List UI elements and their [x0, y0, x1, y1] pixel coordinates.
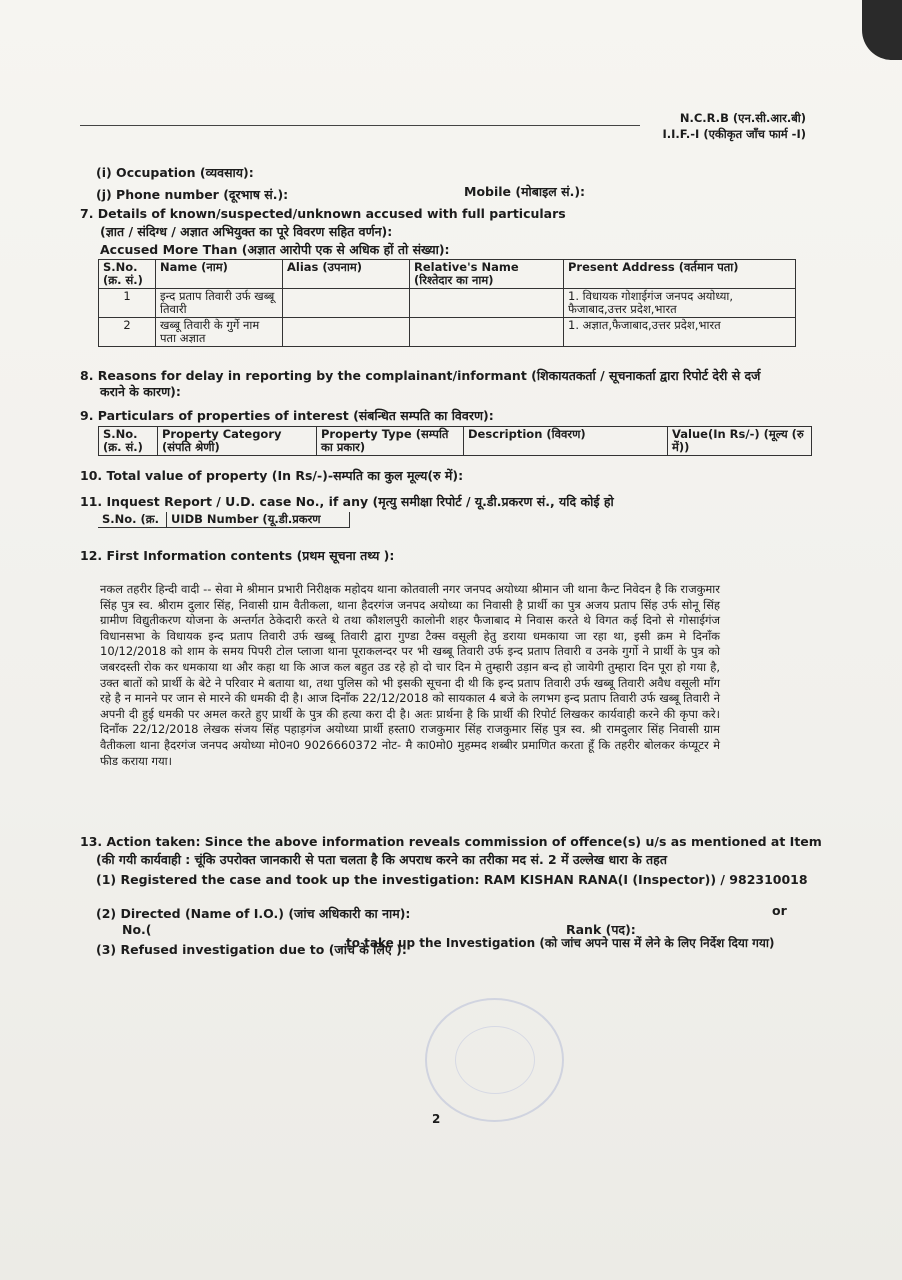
- row1-sno: 1: [99, 289, 156, 318]
- take-up-label: to take up the Investigation (को जांच अपने पास में लेने के लिए निर्देश दिया गया): [346, 936, 775, 950]
- rank-label: Rank (पद):: [566, 922, 636, 937]
- col-relative: Relative's Name (रिश्तेदार का नाम): [410, 260, 564, 289]
- action-item-3: (3) Refused investigation due to (जांच के लिए ):: [96, 942, 407, 957]
- section-11-title: 11. Inquest Report / U.D. case No., if any (मृत्यु समीक्षा रिपोर्ट / यू.डी.प्रकरण सं., यदि कोई हो: [80, 494, 614, 509]
- section-10-label: 10. Total value of property (In Rs/-)-सम्पति का कुल मूल्य(रु में):: [80, 468, 464, 483]
- table-header-row: [99, 427, 812, 456]
- table-row: [99, 289, 796, 318]
- row2-alias: [283, 318, 410, 347]
- action-item-1: (1) Registered the case and took up the investigation: RAM KISHAN RANA(I (Inspector)) / 982310018: [96, 872, 808, 887]
- ud-col-number: UIDB Number (यू.डी.प्रकरण: [167, 512, 350, 528]
- row2-relative: [410, 318, 564, 347]
- form-header: [662, 110, 806, 142]
- row1-address: 1. विधायक गोशाईगंज जनपद अयोध्या, फैजाबाद,उत्तर प्रदेश,भारत: [564, 289, 796, 318]
- section-9-title: 9. Particulars of properties of interest (संबन्धित सम्पति का विवरण):: [80, 408, 494, 423]
- inquest-table: [98, 512, 350, 528]
- section-13-line1: 13. Action taken: Since the above information reveals commission of offence(s) u/s as mentioned at Item: [80, 834, 822, 849]
- prop-col-category: Property Category (संपति श्रेणी): [158, 427, 317, 456]
- prop-col-value: Value(In Rs/-) (मूल्य (रु में)): [668, 427, 812, 456]
- phone-label: (j) Phone number (दूरभाष सं.):: [96, 187, 289, 202]
- col-alias: Alias (उपनाम): [283, 260, 410, 289]
- section-12-title: 12. First Information contents (प्रथम सूचना तथ्य ):: [80, 548, 395, 563]
- col-address: Present Address (वर्तमान पता): [564, 260, 796, 289]
- row1-alias: [283, 289, 410, 318]
- section-7-title: 7. Details of known/suspected/unknown accused with full particulars: [80, 206, 566, 221]
- col-sno: S.No.(क्र. सं.): [99, 260, 156, 289]
- section-7-subtitle: (ज्ञात / संदिग्ध / अज्ञात अभियुक्त का पूरे विवरण सहित वर्णन):: [100, 224, 393, 239]
- first-information-text: नकल तहरीर हिन्दी वादी -- सेवा मे श्रीमान प्रभारी निरीक्षक महोदय थाना कोतवाली नगर जनपद अयोध्या श्रीमान जी थाना कैन्ट निवेदन है कि राजकुमार सिंह पुत्र स्व. श्रीराम दुलार सिंह, निवासी ग्राम वैतीकला, थाना हैदरगंज जनपद अयोध्या का निवासी है प्रार्थी का पुत्र अजय प्रताप सिंह उर्फ सोनू सिंह ग्रामीण विद्युतीकरण योजना के अन्तर्गत ठेकेदारी करते थे तथा कौशलपुरी कालोनी शहर फैजाबाद मे निवास करते थे विगत कई दिनो से गोसाईगंज विधानसभा के विधायक इन्द प्रताप तिवारी उर्फ खब्बू तिवारी द्वारा गुण्डा टैक्स वसूली हेतु डराया धमकाया जा रहा था, इसी क्रम मे दिनाँक 10/12/2018 को शाम के समय पिपरी टोल प्लाजा थाना पूराकलन्दर पर भी खब्बू तिवारी उर्फ इन्द प्रताप तिवारी व उनके गुर्गो ने प्रार्थी के पुत्र को जबरदस्ती रोक कर धमकाया था और कहा था कि आज कल बहुत उड रहे हो दो चार दिन मे तुम्हारी उड़ान बन्द हो जायेगी तुम्हारा दिन पूरा हो गया है, उक्त बातों को प्रार्थी के बेटे ने परिवार मे बताया था, तथा पुलिस को भी इसकी सूचना दी थी कि इन्द प्रताप तिवारी उर्फ खब्बू तिवारी अवैध वसूली माँग रहे है न मानने पर जान से मारने की धमकी दी है। आज दिनाँक 22/12/2018 को सायकाल 4 बजे के लगभग इन्द प्रताप तिवारी उर्फ खब्बू तिवारी ने अपनी दी हुई धमकी पर अमल करते हुए प्रार्थी के पुत्र की हत्या करा दी है। अतः प्रार्थना है कि प्रार्थी की रिपोर्ट लिखकर कार्यवाही करने की कृपा करे। दिनाँक 22/12/2018 लेखक संजय सिंह पहाड़गंज अयोध्या प्रार्थी हस्ता0 राजकुमार सिंह राजकुमार सिंह पुत्र स्व. श्री रामदुलार सिंह निवासी ग्राम वैतीकला थाना हैदरगंज जनपद अयोध्या मो0न0 9026660372 नोट- मै का0मो0 मुहम्मद शब्बीर प्रमाणित करता हूँ कि तहरीर बोलकर कंप्यूटर मे फीड कराया गया।: [100, 582, 720, 768]
- prop-col-type: Property Type (सम्पति का प्रकार): [317, 427, 464, 456]
- table-header-row: [99, 260, 796, 289]
- table-header-row: [98, 512, 350, 528]
- iif-label: I.I.F.-I (एकीकृत जाँच फार्म -I): [662, 127, 806, 141]
- or-label: or: [772, 903, 787, 918]
- prop-col-description: Description (विवरण): [464, 427, 668, 456]
- row2-sno: 2: [99, 318, 156, 347]
- property-table: [98, 426, 812, 456]
- section-8-line1: 8. Reasons for delay in reporting by the complainant/informant (शिकायतकर्ता / सूचनाकर्ता द्वारा रिपोर्ट देरी से दर्ज: [80, 368, 761, 383]
- ncrb-label: N.C.R.B (एन.सी.आर.बी): [679, 111, 806, 125]
- page-corner-shadow: [862, 0, 902, 60]
- prop-col-sno: S.No. (क्र. सं.): [99, 427, 158, 456]
- accused-table: [98, 259, 796, 347]
- header-rule: [80, 125, 640, 126]
- row1-relative: [410, 289, 564, 318]
- section-13-line2: (की गयी कार्यवाही : चूंकि उपरोक्त जानकारी से पता चलता है कि अपराध करने का तरीका मद सं. 2 में उल्लेख धारा के तहत: [96, 852, 667, 867]
- no-label: No.(: [122, 922, 152, 937]
- accused-more-label: Accused More Than (अज्ञात आरोपी एक से अधिक हों तो संख्या):: [100, 242, 450, 257]
- page-number: 2: [432, 1112, 441, 1126]
- ud-col-sno: S.No. (क्र.: [98, 512, 167, 528]
- section-8-line2: कराने के कारण):: [100, 384, 181, 399]
- col-name: Name (नाम): [156, 260, 283, 289]
- official-seal: [425, 998, 564, 1122]
- row2-address: 1. अज्ञात,फैजाबाद,उत्तर प्रदेश,भारत: [564, 318, 796, 347]
- occupation-label: (i) Occupation (व्यवसाय):: [96, 165, 254, 180]
- action-item-2: (2) Directed (Name of I.O.) (जांच अधिकारी का नाम):: [96, 906, 411, 921]
- mobile-label: Mobile (मोबाइल सं.):: [464, 184, 586, 199]
- row1-name: इन्द प्रताप तिवारी उर्फ खब्बू तिवारी: [156, 289, 283, 318]
- table-row: [99, 318, 796, 347]
- row2-name: खब्बू तिवारी के गुर्गे नाम पता अज्ञात: [156, 318, 283, 347]
